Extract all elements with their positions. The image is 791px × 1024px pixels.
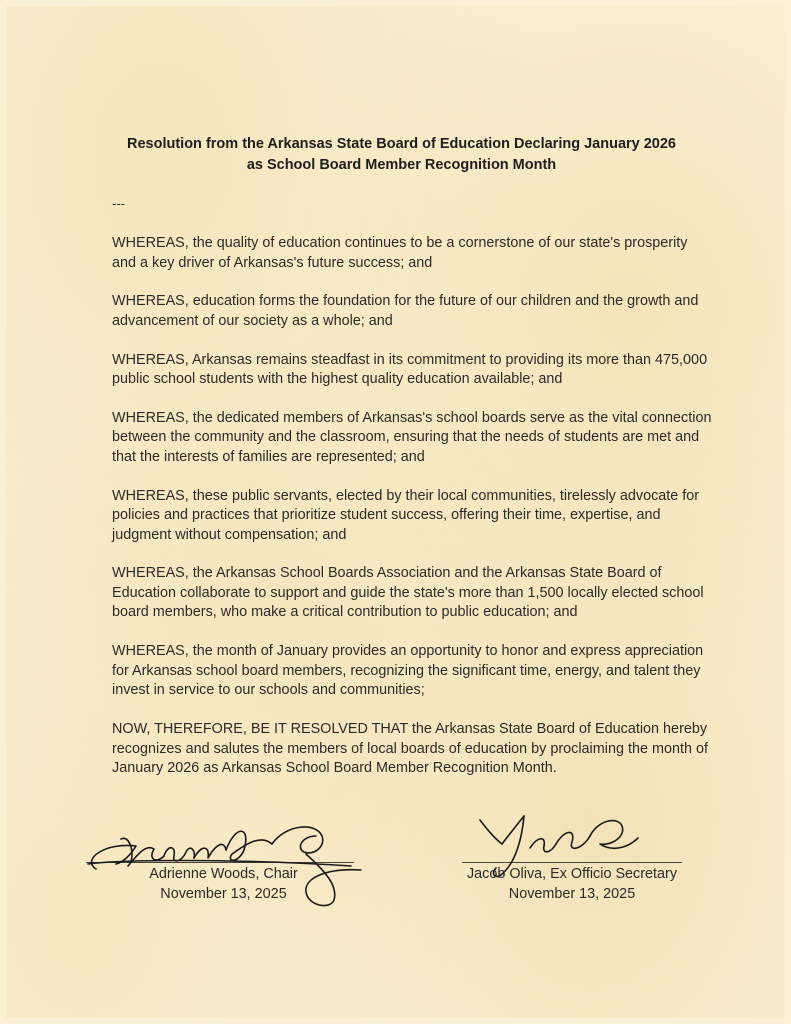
- whereas-paragraph-1: WHEREAS, the quality of education continues to be a cornerstone of our state's prosperity and a key driver of Arkansas's future success; and: [112, 235, 688, 271]
- resolution-body: [112, 234, 712, 798]
- signature-block-right: [462, 864, 682, 904]
- signer-left-date: November 13, 2025: [160, 886, 287, 902]
- signer-right-date: November 13, 2025: [508, 886, 636, 902]
- whereas-paragraph-4: WHEREAS, the dedicated members of Arkansas's school boards serve as the vital connection between the community and the classroom, ensuring that the needs of students are met and that the interests of families are represented; and: [112, 409, 712, 465]
- signer-right-name: Jacob Oliva, Ex Officio Secretary: [466, 866, 678, 882]
- resolution-title: [96, 134, 707, 176]
- title-line-2: as School Board Member Recognition Month: [246, 157, 557, 173]
- whereas-paragraph-2: WHEREAS, education forms the foundation for the future of our children and the growth and advancement of our society as a whole; and: [112, 293, 699, 329]
- whereas-paragraph-3: WHEREAS, Arkansas remains steadfast in its commitment to providing its more than 475,000 public school students with the highest quality education available; and: [112, 351, 708, 388]
- title-line-1: Resolution from the Arkansas State Board of Education Declaring January 2026: [127, 136, 676, 152]
- resolved-paragraph: NOW, THEREFORE, BE IT RESOLVED THAT the Arkansas State Board of Education hereby recognizes and salutes the members of local boards of education by proclaiming the month of January 2026 as Arkansas School Board Member Recognition Month.: [112, 721, 708, 777]
- whereas-paragraph-7: WHEREAS, the month of January provides an opportunity to honor and express appreciation for Arkansas school board members, recognizing the significant time, energy, and talent they invest in service to our schools and communities;: [112, 643, 704, 699]
- signature-block-left: [86, 864, 361, 904]
- whereas-paragraph-6: WHEREAS, the Arkansas School Boards Association and the Arkansas State Board of Education collaborate to support and guide the state's more than 1,500 locally elected school board members, who make a critical contribution to public education; and: [112, 565, 704, 621]
- signer-left-name: Adrienne Woods, Chair: [149, 866, 298, 882]
- separator: ---: [112, 196, 125, 211]
- whereas-paragraph-5: WHEREAS, these public servants, elected by their local communities, tirelessly advocate for policies and practices that prioritize student success, offering their time, expertise, and judgment without compensation; and: [112, 487, 700, 543]
- parchment-page: [6, 6, 785, 1018]
